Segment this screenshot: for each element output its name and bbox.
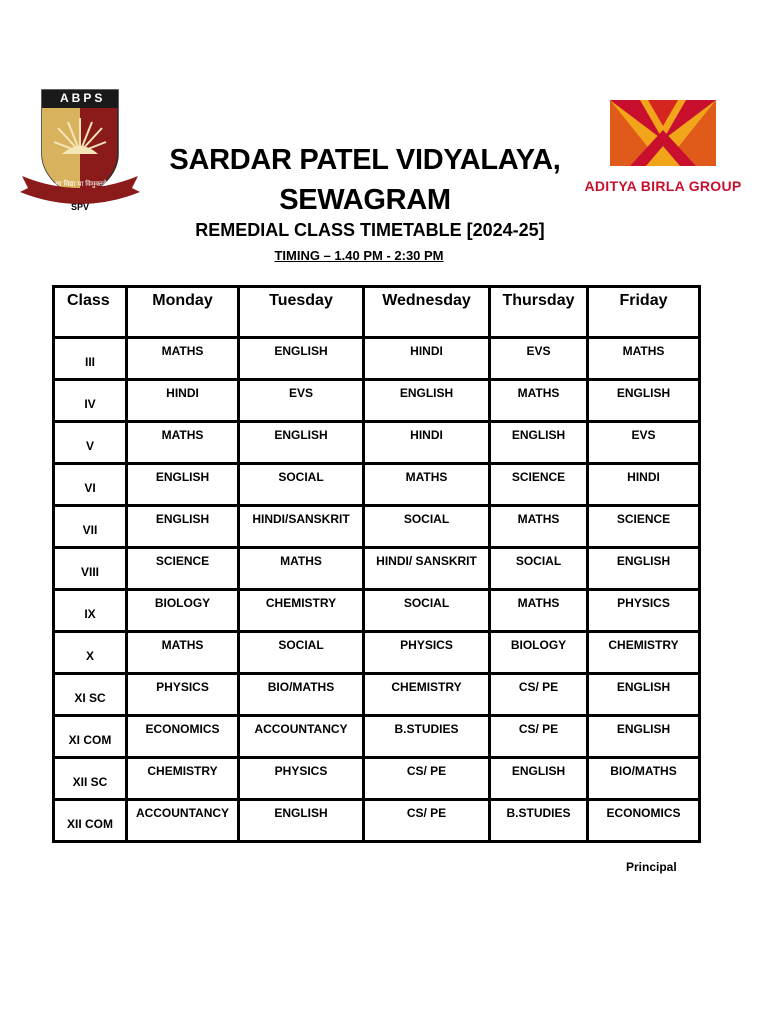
principal-signature-label: Principal bbox=[626, 860, 677, 874]
aditya-birla-text: ADITYA BIRLA GROUP bbox=[584, 178, 742, 194]
abps-initials: SPV bbox=[70, 202, 89, 212]
subject-cell-monday: HINDI bbox=[127, 380, 239, 422]
subject-cell-tuesday: BIO/MATHS bbox=[239, 674, 364, 716]
class-cell: XII SC bbox=[54, 758, 127, 800]
subject-cell-wednesday: CS/ PE bbox=[364, 758, 490, 800]
subject-cell-monday: ENGLISH bbox=[127, 506, 239, 548]
subject-cell-monday: ACCOUNTANCY bbox=[127, 800, 239, 842]
subject-cell-tuesday: EVS bbox=[239, 380, 364, 422]
subject-cell-friday: ENGLISH bbox=[588, 674, 700, 716]
school-name bbox=[150, 140, 580, 220]
aditya-birla-sun-icon bbox=[610, 100, 716, 166]
subject-cell-wednesday: HINDI/ SANSKRIT bbox=[364, 548, 490, 590]
timetable-header-row bbox=[54, 287, 700, 338]
subject-cell-tuesday: ACCOUNTANCY bbox=[239, 716, 364, 758]
subject-cell-wednesday: ENGLISH bbox=[364, 380, 490, 422]
subject-cell-thursday: ENGLISH bbox=[490, 758, 588, 800]
header-friday: Friday bbox=[588, 287, 700, 338]
subject-cell-wednesday: MATHS bbox=[364, 464, 490, 506]
table-row bbox=[54, 422, 700, 464]
class-cell: X bbox=[54, 632, 127, 674]
subject-cell-friday: CHEMISTRY bbox=[588, 632, 700, 674]
table-row bbox=[54, 506, 700, 548]
class-cell: XI SC bbox=[54, 674, 127, 716]
subject-cell-wednesday: HINDI bbox=[364, 422, 490, 464]
school-name-line2: SEWAGRAM bbox=[279, 184, 451, 216]
subject-cell-monday: MATHS bbox=[127, 338, 239, 380]
subject-cell-thursday: B.STUDIES bbox=[490, 800, 588, 842]
subject-cell-friday: ENGLISH bbox=[588, 380, 700, 422]
class-cell: VIII bbox=[54, 548, 127, 590]
subject-cell-monday: MATHS bbox=[127, 422, 239, 464]
subject-cell-friday: PHYSICS bbox=[588, 590, 700, 632]
subject-cell-monday: PHYSICS bbox=[127, 674, 239, 716]
subject-cell-thursday: CS/ PE bbox=[490, 674, 588, 716]
subject-cell-wednesday: CHEMISTRY bbox=[364, 674, 490, 716]
table-row bbox=[54, 674, 700, 716]
table-row bbox=[54, 464, 700, 506]
table-row bbox=[54, 716, 700, 758]
subject-cell-friday: EVS bbox=[588, 422, 700, 464]
subject-cell-thursday: ENGLISH bbox=[490, 422, 588, 464]
subject-cell-thursday: CS/ PE bbox=[490, 716, 588, 758]
subject-cell-friday: SCIENCE bbox=[588, 506, 700, 548]
class-cell: VII bbox=[54, 506, 127, 548]
subject-cell-friday: BIO/MATHS bbox=[588, 758, 700, 800]
subject-cell-monday: MATHS bbox=[127, 632, 239, 674]
table-row bbox=[54, 338, 700, 380]
subject-cell-wednesday: PHYSICS bbox=[364, 632, 490, 674]
class-cell: IX bbox=[54, 590, 127, 632]
subject-cell-friday: HINDI bbox=[588, 464, 700, 506]
subject-cell-monday: CHEMISTRY bbox=[127, 758, 239, 800]
timing-text: TIMING – 1.40 PM - 2:30 PM bbox=[274, 248, 444, 263]
subject-cell-tuesday: SOCIAL bbox=[239, 464, 364, 506]
subject-cell-monday: SCIENCE bbox=[127, 548, 239, 590]
subject-cell-tuesday: ENGLISH bbox=[239, 800, 364, 842]
timetable bbox=[52, 285, 701, 843]
subject-cell-tuesday: PHYSICS bbox=[239, 758, 364, 800]
header-class: Class bbox=[54, 287, 127, 338]
timetable-title: REMEDIAL CLASS TIMETABLE [2024-25] bbox=[195, 220, 545, 240]
class-cell: XI COM bbox=[54, 716, 127, 758]
abps-motto: सा विद्या या विमुक्तये bbox=[55, 181, 107, 188]
subject-cell-thursday: BIOLOGY bbox=[490, 632, 588, 674]
class-cell: IV bbox=[54, 380, 127, 422]
subject-cell-wednesday: SOCIAL bbox=[364, 506, 490, 548]
subject-cell-tuesday: ENGLISH bbox=[239, 338, 364, 380]
abps-logo-text: ABPS bbox=[60, 91, 106, 105]
header-wednesday: Wednesday bbox=[364, 287, 490, 338]
subject-cell-thursday: MATHS bbox=[490, 590, 588, 632]
school-name-line1: SARDAR PATEL VIDYALAYA, bbox=[169, 144, 561, 176]
abps-shield-icon bbox=[18, 88, 142, 218]
subject-cell-friday: ENGLISH bbox=[588, 716, 700, 758]
subject-cell-tuesday: ENGLISH bbox=[239, 422, 364, 464]
subject-cell-thursday: MATHS bbox=[490, 380, 588, 422]
table-row bbox=[54, 590, 700, 632]
header-monday: Monday bbox=[127, 287, 239, 338]
class-cell: V bbox=[54, 422, 127, 464]
class-cell: III bbox=[54, 338, 127, 380]
subject-cell-wednesday: B.STUDIES bbox=[364, 716, 490, 758]
class-cell: XII COM bbox=[54, 800, 127, 842]
table-row bbox=[54, 548, 700, 590]
table-row bbox=[54, 632, 700, 674]
subject-cell-wednesday: HINDI bbox=[364, 338, 490, 380]
subject-cell-thursday: SOCIAL bbox=[490, 548, 588, 590]
subject-cell-thursday: MATHS bbox=[490, 506, 588, 548]
subject-cell-monday: BIOLOGY bbox=[127, 590, 239, 632]
subject-cell-wednesday: CS/ PE bbox=[364, 800, 490, 842]
table-row bbox=[54, 800, 700, 842]
abps-logo bbox=[18, 88, 142, 218]
header-thursday: Thursday bbox=[490, 287, 588, 338]
subject-cell-tuesday: SOCIAL bbox=[239, 632, 364, 674]
subject-cell-tuesday: CHEMISTRY bbox=[239, 590, 364, 632]
subject-cell-thursday: EVS bbox=[490, 338, 588, 380]
subject-cell-friday: MATHS bbox=[588, 338, 700, 380]
class-cell: VI bbox=[54, 464, 127, 506]
aditya-birla-logo bbox=[580, 92, 746, 202]
header-tuesday: Tuesday bbox=[239, 287, 364, 338]
table-row bbox=[54, 380, 700, 422]
subject-cell-friday: ECONOMICS bbox=[588, 800, 700, 842]
subject-cell-tuesday: MATHS bbox=[239, 548, 364, 590]
subject-cell-wednesday: SOCIAL bbox=[364, 590, 490, 632]
table-row bbox=[54, 758, 700, 800]
subject-cell-tuesday: HINDI/SANSKRIT bbox=[239, 506, 364, 548]
subject-cell-thursday: SCIENCE bbox=[490, 464, 588, 506]
subject-cell-friday: ENGLISH bbox=[588, 548, 700, 590]
subject-cell-monday: ENGLISH bbox=[127, 464, 239, 506]
subject-cell-monday: ECONOMICS bbox=[127, 716, 239, 758]
